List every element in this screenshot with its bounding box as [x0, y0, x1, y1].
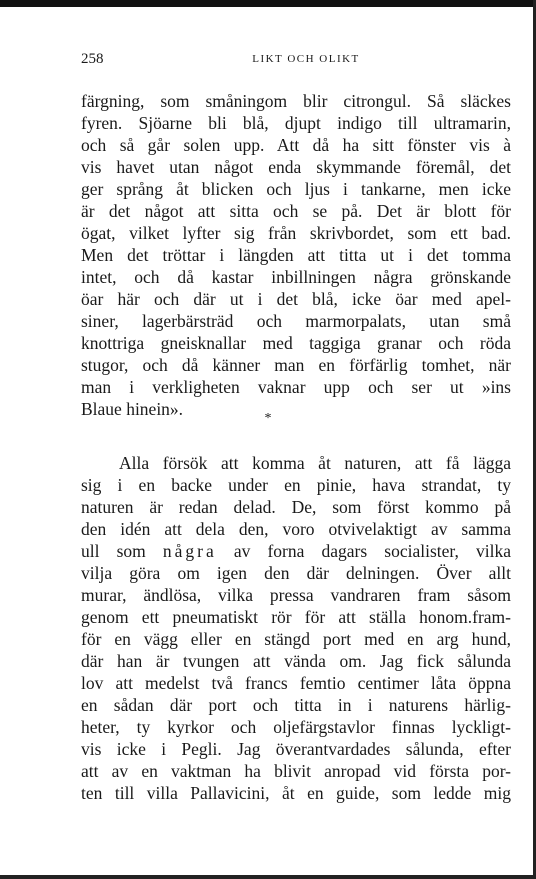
text-line: där han är tvungen att vända om. Jag fick sålunda — [81, 651, 511, 671]
text-line: färgning, som småningom blir citrongul. Så släckes — [81, 91, 511, 111]
text-line: öar här och där ut i det blå, icke öar med apel- — [81, 289, 511, 309]
spaced-emphasis-word: några — [162, 541, 217, 561]
text-line: man i verkligheten vaknar upp och ser ut »ins — [81, 377, 511, 397]
text-line: knottriga gneisknallar med taggiga granar och röda — [81, 333, 511, 353]
text-line: lov att medelst två francs femtio centimer låta öppna — [81, 673, 511, 693]
section-separator: * — [264, 411, 272, 426]
text-line: den idén att dela den, voro otvivelaktigt av samma — [81, 519, 511, 539]
text-line: vis icke i Pegli. Jag överantvardades sålunda, efter — [81, 739, 511, 759]
text-line: naturen är redan delad. De, som först kommo på — [81, 497, 511, 517]
page-header — [81, 51, 511, 71]
text-line: och så går solen upp. Att då ha sitt fönster vis à — [81, 135, 511, 155]
paragraph-2 — [81, 452, 511, 804]
text-line: fyren. Sjöarne bli blå, djupt indigo till ultramarin, — [81, 113, 511, 133]
page-top-edge — [0, 0, 536, 7]
text-line: Blaue hinein». — [81, 399, 184, 419]
text-line: vis havet utan något enda skymmande föremål, det — [81, 157, 511, 177]
text-line: ger språng åt blicken och ljus i tankarne, men icke — [81, 179, 511, 199]
page-number: 258 — [81, 51, 104, 67]
text-line: ögat, vilket lyfter sig från skrivbordet, som ett bad. — [81, 223, 511, 243]
page-bottom-edge — [0, 875, 536, 879]
running-title: LIKT OCH OLIKT — [252, 53, 360, 65]
text-line — [81, 540, 511, 562]
text-span: av forna dagars socialister, vilka — [216, 541, 511, 561]
text-line: heter, ty kyrkor och oljefärgstavlor finnas lyckligt- — [81, 717, 511, 737]
text-line: ten till villa Pallavicini, åt en guide, som ledde mig — [81, 783, 511, 803]
text-line: intet, och då kastar inbillningen några grönskande — [81, 267, 511, 287]
paragraph-1 — [81, 90, 511, 420]
text-line: stugor, och då känner man en förfärlig tomhet, när — [81, 355, 511, 375]
text-line: siner, lagerbärsträd och marmorpalats, utan små — [81, 311, 511, 331]
text-line: sig i en backe under en pinie, hava strandat, ty — [81, 475, 511, 495]
text-line: murar, ändlösa, vilka pressa vandraren fram såsom — [81, 585, 511, 605]
text-line: för en vägg eller en stängd port med en arg hund, — [81, 629, 511, 649]
text-line: Alla försök att komma åt naturen, att få lägga — [119, 453, 511, 473]
text-line: en sådan där port och titta in i naturens härlig- — [81, 695, 511, 715]
text-line: är det något att sitta och se på. Det är blott för — [81, 201, 511, 221]
text-line: Men det tröttar i längden att titta ut i det tomma — [81, 245, 511, 265]
text-span: ull som — [81, 541, 163, 561]
text-line: genom ett pneumatiskt rör för att ställa honom.fram- — [81, 607, 511, 627]
text-line: att av en vaktman ha blivit anropad vid första por- — [81, 761, 511, 781]
text-line: vilja göra om igen den där delningen. Över allt — [81, 563, 511, 583]
